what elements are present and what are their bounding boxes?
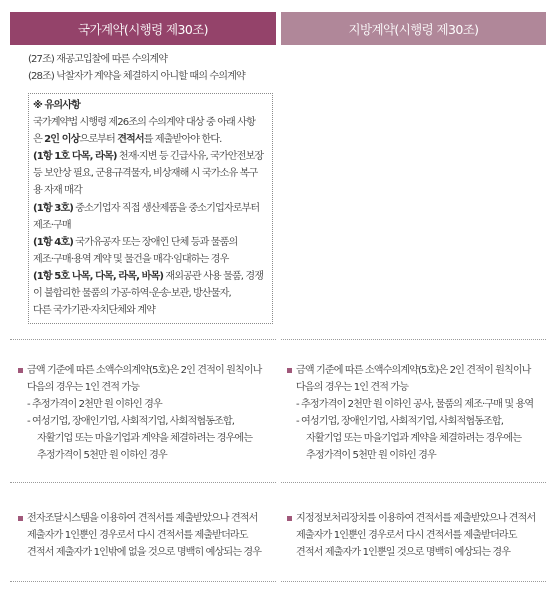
note-line: 제조·구매·용역 계약 및 물건을 매각·임대하는 경우	[33, 253, 229, 265]
header-national-label: 국가계약(시행령 제30조)	[78, 21, 208, 37]
right-small-contract-item: 금액 기준에 따른 소액수의계약(5호)은 2인 견적이 원칙이나 다음의 경우는 1인 견적 가능 - 추정가격이 2천만 원 이하인 공사, 물품의 제조·구매 및 용역 - 여성기업, 장애인기업, 사회적기업, 사회적협동조합, 자활기업 또는 마을기업과 계약을 체결하려는 경우에는 추정가격이 5천만 원 이하인 경우	[296, 362, 533, 465]
divider	[281, 339, 546, 340]
note-line: 이 불합리한 물품의 가공·하역·운송·보관, 방산물자,	[33, 288, 231, 300]
header-national-contract	[10, 12, 276, 45]
left-electronic-procurement-item: 전자조달시스템을 이용하여 견적서를 제출받았으나 견적서 제출자가 1인뿐인 경우로서 다시 견적서를 제출받더라도 견적서 제출자가 1인밖에 없을 것으로 명백히 예상되는 경우	[27, 510, 261, 561]
header-local-contract	[281, 12, 546, 45]
note-content	[33, 97, 263, 319]
note-line: (1항 1호 다목, 라목) 천재·지변 등 긴급사유, 국가안전보장	[33, 151, 264, 163]
note-title: ※ 유의사항	[33, 100, 80, 111]
divider	[10, 339, 276, 340]
divider	[281, 482, 546, 483]
note-line: (1항 5호 나목, 다목, 라목, 바목) 재외공관 사용 물품, 경쟁	[33, 270, 264, 282]
bullet-square-icon	[18, 368, 23, 373]
left-intro	[28, 51, 245, 85]
note-line: 제조·구매	[33, 219, 71, 231]
divider	[10, 482, 276, 483]
divider	[281, 581, 546, 582]
note-line: 다른 국가기관·자치단체와 계약	[33, 305, 155, 317]
divider	[10, 581, 276, 582]
bullet-square-icon	[287, 516, 292, 521]
note-line: 국가계약법 시행령 제26조의 수의계약 대상 중 아래 사항	[33, 117, 255, 129]
bullet-square-icon	[18, 516, 23, 521]
right-designated-system-item: 지정정보처리장치를 이용하여 견적서를 제출받았으나 견적서 제출자가 1인뿐인 경우로서 다시 견적서를 제출받더라도 견적서 제출자가 1인뿐일 것으로 명백히 예상되는 경우	[296, 510, 535, 561]
note-line: 등 보안상 필요, 군용규격물자, 비상재해 시 국가소유 복구	[33, 168, 258, 180]
intro-line: (27조) 재공고입찰에 따른 수의계약	[28, 54, 168, 65]
header-local-label: 지방계약(시행령 제30조)	[348, 21, 479, 37]
intro-line: (28조) 낙찰자가 계약을 체결하지 아니할 때의 수의계약	[28, 71, 245, 83]
left-small-contract-item: 금액 기준에 따른 소액수의계약(5호)은 2인 견적이 원칙이나 다음의 경우는 1인 견적 가능 - 추정가격이 2천만 원 이하인 경우 - 여성기업, 장애인기업, 사회적기업, 사회적협동조합, 자활기업 또는 마을기업과 계약을 체결하려는 경우에는 추정가격이 5천만 원 이하인 경우	[27, 362, 262, 465]
note-line: 용 자재 매각	[33, 185, 82, 197]
note-line: 은 2인 이상으로부터 견적서를 제출받아야 한다.	[33, 134, 222, 146]
bullet-square-icon	[287, 368, 292, 373]
note-line: (1항 3호) 중소기업자 직접 생산제품을 중소기업자로부터	[33, 202, 260, 214]
note-line: (1항 4호) 국가유공자 또는 장애인 단체 등과 물품의	[33, 236, 238, 248]
